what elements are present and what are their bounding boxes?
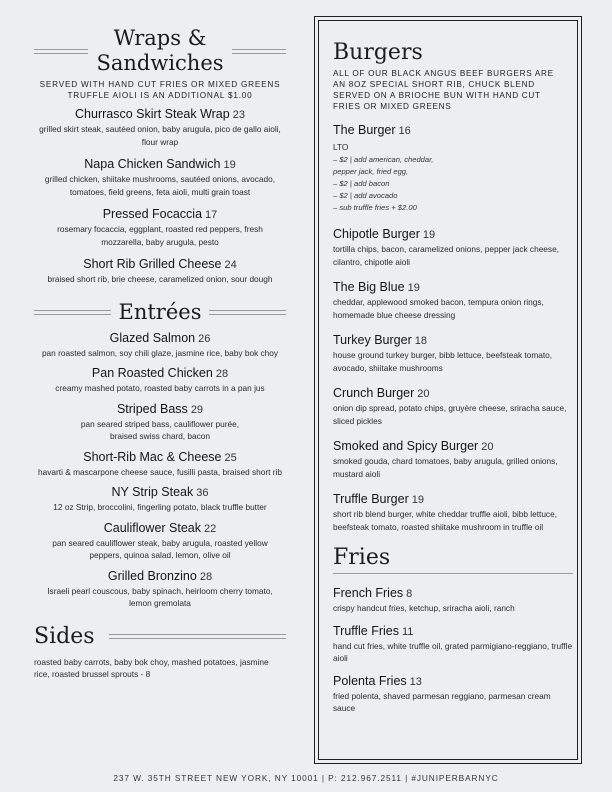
item-price: 17 — [205, 209, 218, 221]
item-name: Polenta Fries — [333, 673, 407, 688]
lto-label: LTO — [333, 142, 349, 152]
fries-header — [333, 545, 573, 571]
menu-item — [34, 483, 286, 514]
divider — [232, 49, 286, 54]
item-name: Pan Roasted Chicken — [91, 366, 213, 380]
burgers-subtitle — [333, 68, 573, 112]
item-desc: beefsteak tomato, roasted shiitake mushroom in truffle oil — [333, 521, 544, 532]
item-desc: smoked gouda, chard tomatoes, baby arugula, grilled onions, — [333, 456, 558, 466]
addon-line: – sub truffle fries + $2.00 — [333, 203, 417, 212]
item-name: Truffle Fries — [333, 623, 399, 638]
item-name: Grilled Bronzino — [107, 568, 197, 583]
item-name: Glazed Salmon — [109, 330, 196, 345]
item-name: Pressed Focaccia — [102, 207, 203, 221]
item-name: The Big Blue — [333, 280, 405, 294]
menu-item — [333, 622, 573, 665]
item-name: French Fries — [333, 586, 404, 600]
item-desc: cheddar, applewood smoked bacon, tempura onion rings, — [333, 297, 544, 307]
item-heading — [34, 105, 286, 123]
entrees-header — [34, 300, 286, 325]
title-line: Wraps & — [113, 26, 207, 50]
item-price: 19 — [411, 494, 424, 506]
item-price: 18 — [414, 335, 427, 347]
sides-desc — [34, 656, 286, 681]
item-name: Smoked and Spicy Burger — [333, 439, 479, 453]
wraps-header — [34, 26, 286, 76]
menu-item — [333, 672, 573, 715]
item-desc: pan seared striped bass, cauliflower purée, — [80, 418, 240, 429]
footer-contact: 237 W. 35TH STREET NEW YORK, NY 10001 | P: 212.967.2511 | #JUNIPERBARNYC — [113, 773, 499, 783]
item-desc: Israeli pearl couscous, baby spinach, heirloom cherry tomato, — [47, 585, 273, 596]
section-title-entrees: Entrées — [118, 299, 202, 324]
section-title-burgers: Burgers — [333, 40, 423, 65]
desc-line: rice, roasted brussel sprouts - 8 — [34, 669, 151, 679]
item-name: Cauliflower Steak — [103, 520, 201, 535]
menu-item — [333, 331, 573, 374]
item-name: The Burger — [333, 123, 396, 137]
menu-item — [333, 584, 573, 615]
item-heading — [34, 519, 286, 537]
item-desc: havarti & mascarpone cheese sauce, fusilli pasta, braised short rib — [38, 466, 282, 477]
item-heading — [34, 448, 286, 466]
item-desc: pan seared cauliflower steak, baby arugula, roasted yellow — [52, 537, 268, 548]
item-desc: mustard aioli — [333, 468, 381, 479]
item-name: Truffle Burger — [333, 492, 409, 506]
item-price: 26 — [198, 332, 211, 345]
item-heading — [34, 400, 286, 418]
item-heading — [333, 384, 573, 402]
item-desc: aioli — [333, 653, 348, 663]
item-price: 24 — [224, 259, 237, 271]
item-price: 13 — [409, 675, 422, 688]
item-price: 19 — [223, 159, 236, 171]
desc-line: roasted baby carrots, baby bok choy, mashed potatoes, jasmine — [34, 656, 269, 667]
item-desc: grilled chicken, shiitake mushrooms, sautéed onions, avocado, — [44, 174, 276, 184]
item-price: 22 — [204, 522, 217, 535]
item-heading — [34, 155, 286, 173]
subtitle-line: ALL OF OUR BLACK ANGUS BEEF BURGERS ARE — [333, 69, 554, 78]
menu-item — [34, 205, 286, 248]
item-desc: homemade blue cheese dressing — [333, 309, 456, 320]
entrees-list — [34, 329, 286, 610]
item-desc: flour wrap — [141, 136, 179, 147]
title-line: Sandwiches — [96, 51, 224, 75]
item-price: 28 — [199, 570, 213, 583]
wraps-subtitle — [34, 79, 286, 101]
item-name: Churrasco Skirt Steak Wrap — [75, 107, 230, 121]
menu-item — [333, 384, 573, 427]
item-heading — [34, 483, 286, 501]
item-desc: tomatoes, field greens, feta aioli, multi grain toast — [69, 186, 251, 197]
item-heading — [333, 278, 573, 296]
menu-item — [333, 278, 573, 321]
item-desc: crispy handcut fries, ketchup, sriracha aioli, ranch — [333, 603, 515, 613]
menu-item — [34, 155, 286, 198]
item-price: 20 — [481, 441, 494, 453]
addon-line: – $2 | add bacon — [333, 179, 390, 188]
item-desc: sliced pickles — [333, 415, 382, 426]
menu-item — [333, 437, 573, 480]
item-heading — [333, 490, 573, 508]
menu-item — [34, 364, 286, 395]
menu-item — [333, 225, 573, 268]
addon-line: – $2 | add avocado — [333, 191, 398, 200]
subtitle-line: SERVED ON A BRIOCHE BUN WITH HAND CUT — [333, 91, 541, 100]
addon-line: pepper jack, fried egg, — [333, 167, 409, 176]
item-desc: braised swiss chard, bacon — [109, 431, 211, 441]
sides-header — [34, 624, 286, 650]
fries-list — [333, 584, 573, 715]
section-title-fries: Fries — [333, 545, 391, 570]
item-desc: hand cut fries, white truffle oil, grated parmigiano-reggiano, truffle — [333, 640, 573, 651]
item-desc: braised short rib, brie cheese, caramelized onion, sour dough — [47, 274, 273, 284]
item-heading — [34, 205, 286, 223]
item-price: 20 — [417, 388, 430, 400]
divider — [333, 573, 573, 574]
item-heading — [333, 622, 573, 640]
addon-line: – $2 | add american, cheddar, — [333, 155, 434, 164]
item-desc: creamy mashed potato, roasted baby carrots in a pan jus — [55, 383, 265, 393]
subtitle-line: TRUFFLE AIOLI IS AN ADDITIONAL $1.00 — [67, 91, 253, 100]
item-desc: peppers, quinoa salad, lemon, olive oil — [89, 550, 231, 560]
section-title-sides: Sides — [34, 623, 95, 649]
divider — [34, 310, 111, 315]
menu-item — [34, 255, 286, 286]
item-heading — [34, 255, 286, 273]
divider — [34, 49, 88, 54]
item-heading — [34, 329, 286, 347]
divider — [209, 310, 286, 315]
item-price: 8 — [406, 588, 413, 600]
section-title-wraps — [96, 26, 223, 76]
item-name: Napa Chicken Sandwich — [84, 157, 221, 171]
menu-item — [34, 519, 286, 562]
item-name: NY Strip Steak — [111, 485, 194, 499]
item-desc: short rib blend burger, white cheddar truffle aioli, bibb lettuce, — [333, 509, 557, 519]
item-heading — [333, 331, 573, 349]
item-heading — [333, 437, 573, 455]
item-price: 28 — [215, 368, 229, 380]
item-desc: 12 oz Strip, broccolini, fingerling potato, black truffle butter — [53, 502, 267, 512]
item-price: 23 — [232, 109, 245, 121]
menu-item — [34, 329, 286, 360]
item-desc: avocado, shiitake mushrooms — [333, 362, 443, 373]
menu-item-the-burger — [333, 121, 573, 214]
item-desc: onion dip spread, potato chips, gruyère cheese, sriracha sauce, — [333, 403, 567, 413]
subtitle-line: FRIES OR MIXED GREENS — [333, 102, 452, 111]
wraps-list — [34, 105, 286, 286]
right-column — [333, 40, 573, 715]
menu-item — [34, 400, 286, 443]
item-desc: grilled skirt steak, sautéed onion, baby arugula, pico de gallo aioli, — [39, 124, 281, 134]
item-heading — [34, 364, 286, 382]
menu-item — [34, 567, 286, 610]
item-name: Crunch Burger — [333, 386, 415, 400]
item-price: 11 — [402, 625, 414, 638]
item-price: 16 — [398, 125, 411, 137]
item-desc: cilantro, chipotle aioli — [333, 256, 411, 267]
item-desc: lemon gremolata — [129, 598, 191, 608]
divider — [109, 634, 287, 639]
subtitle-line: AN 8OZ SPECIAL SHORT RIB, CHUCK BLEND — [333, 80, 535, 89]
item-desc: mozzarella, baby arugula, pesto — [101, 236, 219, 247]
item-price: 36 — [196, 487, 209, 499]
menu-item — [34, 105, 286, 148]
item-heading — [333, 584, 573, 602]
item-desc: fried polenta, shaved parmesan reggiano, parmesan cream sauce — [333, 690, 551, 713]
left-column — [34, 26, 286, 681]
item-heading — [333, 672, 573, 690]
item-desc: house ground turkey burger, bibb lettuce, beefsteak tomato, — [333, 350, 553, 360]
menu-item — [333, 490, 573, 533]
item-name: Short-Rib Mac & Cheese — [83, 449, 222, 464]
item-name: Chipotle Burger — [333, 227, 420, 241]
item-name: Turkey Burger — [333, 333, 412, 347]
item-price: 29 — [190, 403, 204, 416]
item-name: Striped Bass — [116, 401, 188, 416]
item-desc: tortilla chips, bacon, caramelized onions, pepper jack cheese, — [333, 244, 559, 254]
item-desc: pan roasted salmon, soy chili glaze, jasmine rice, baby bok choy — [41, 347, 279, 358]
item-price: 19 — [407, 282, 420, 294]
menu-item — [34, 448, 286, 479]
item-desc: rosemary focaccia, eggplant, roasted red peppers, fresh — [57, 224, 263, 234]
item-price: 19 — [422, 229, 436, 241]
item-heading — [333, 225, 573, 243]
item-name: Short Rib Grilled Cheese — [83, 257, 222, 271]
subtitle-line: SERVED WITH HAND CUT FRIES OR MIXED GREENS — [39, 80, 281, 89]
item-heading — [34, 567, 286, 585]
item-price: 25 — [224, 451, 237, 464]
burgers-list — [333, 225, 573, 533]
